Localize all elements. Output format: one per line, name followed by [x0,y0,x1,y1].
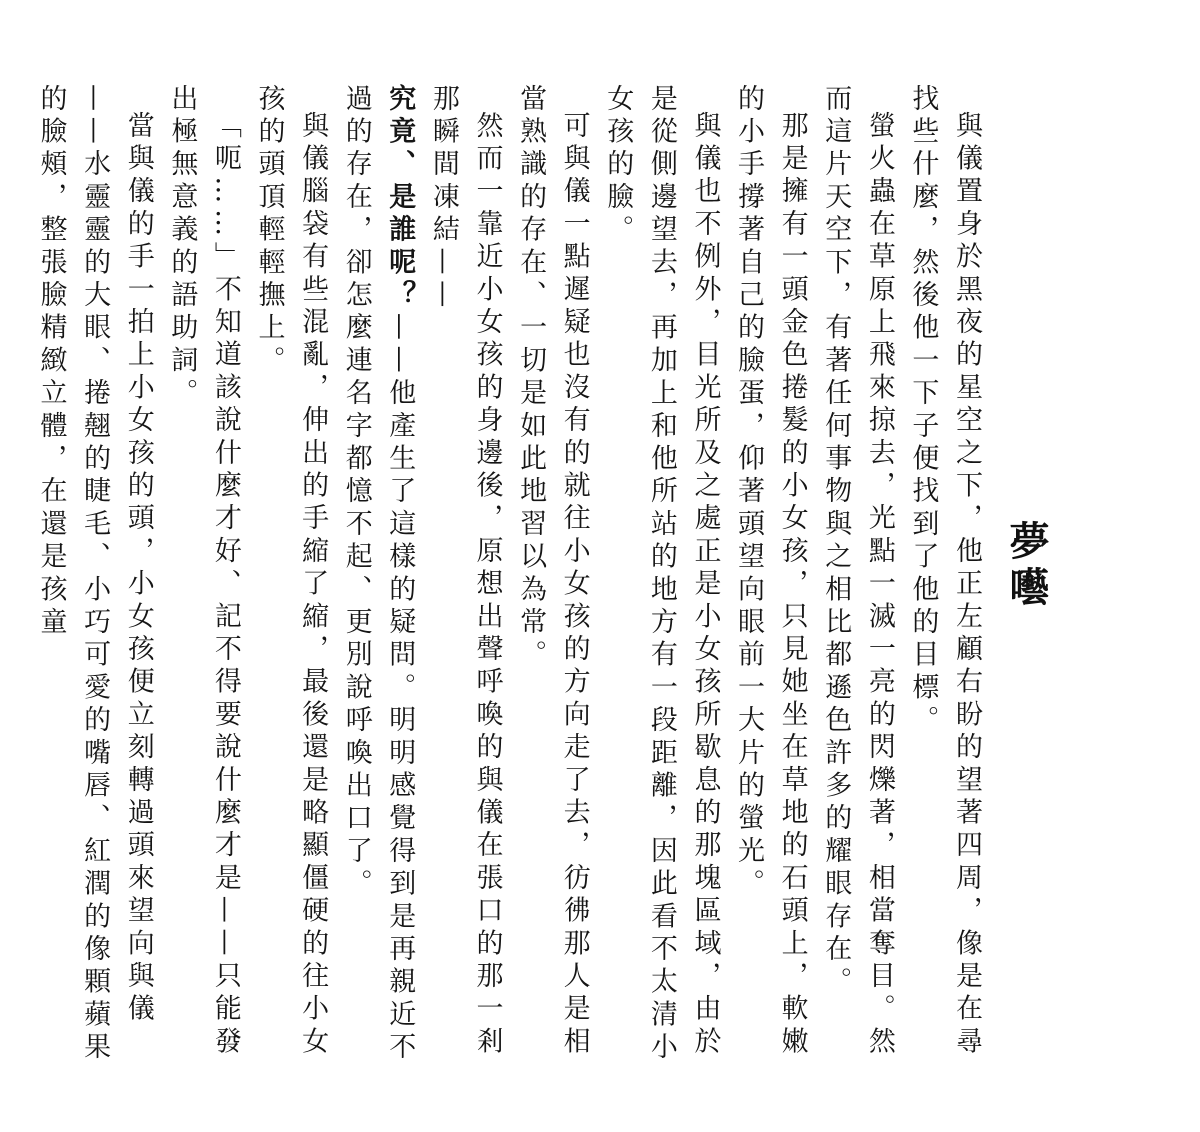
paragraph-8: 與儀腦袋有些混亂，伸出的手縮了縮，最後還是略顯僵硬的往小女孩的頭頂輕輕撫上。 [253,84,329,1060]
body-text [29,84,988,1074]
paragraph-4: 與儀也不例外，目光所及之處正是小女孩所歇息的那塊區域，由於是從側邊望去，再加上和他所站的地方有一段距離，因此看不太清小女孩的臉。 [602,84,721,1065]
paragraph-6: 然而一靠近小女孩的身邊後，原想出聲呼喚的與儀在張口的那一剎那瞬間凍結—— [427,84,503,1060]
chapter-title: 夢囈 [1003,520,1049,612]
paragraph-10: 當與儀的手一拍上小女孩的頭，小女孩便立刻轉過頭來望向與儀——水靈靈的大眼、捲翹的睫毛、小巧可愛的嘴唇、紅潤的像顆蘋果的臉頰，整張臉精緻立體，在還是孩童 [35,84,154,1065]
paragraph-2: 螢火蟲在草原上飛來掠去，光點一滅一亮的閃爍著，相當奪目。然而這片天空下，有著任何事物與之相比都遜色許多的耀眼存在。 [820,84,895,1060]
paragraph-9: 「呃……」不知道該說什麼才好、記不得要說什麼才是——只能發出極無意義的語助詞。 [166,84,241,1060]
paragraph-1: 與儀置身於黑夜的星空之下，他正左顧右盼的望著四周，像是在尋找些什麼，然後他一下子便找到了他的目標。 [907,84,982,1060]
paragraph-5: 可與儀一點遲疑也沒有的就往小女孩的方向走了去，彷彿那人是相當熟識的存在、一切是如此地習以為常。 [515,84,590,1060]
paragraph-7-rest: ——他產生了這樣的疑問。明明感覺得到是再親近不過的存在，卻怎麼連名字都憶不起、更別說呼喚出口了。 [340,84,416,1066]
bold-question: 究竟、是誰呢？ [384,84,416,313]
paragraph-3: 那是擁有一頭金色捲髮的小女孩，只見她坐在草地的石頭上，軟嫩的小手撐著自己的臉蛋，仰著頭望向眼前一大片的螢光。 [733,84,808,1060]
paragraph-7 [334,84,421,1074]
